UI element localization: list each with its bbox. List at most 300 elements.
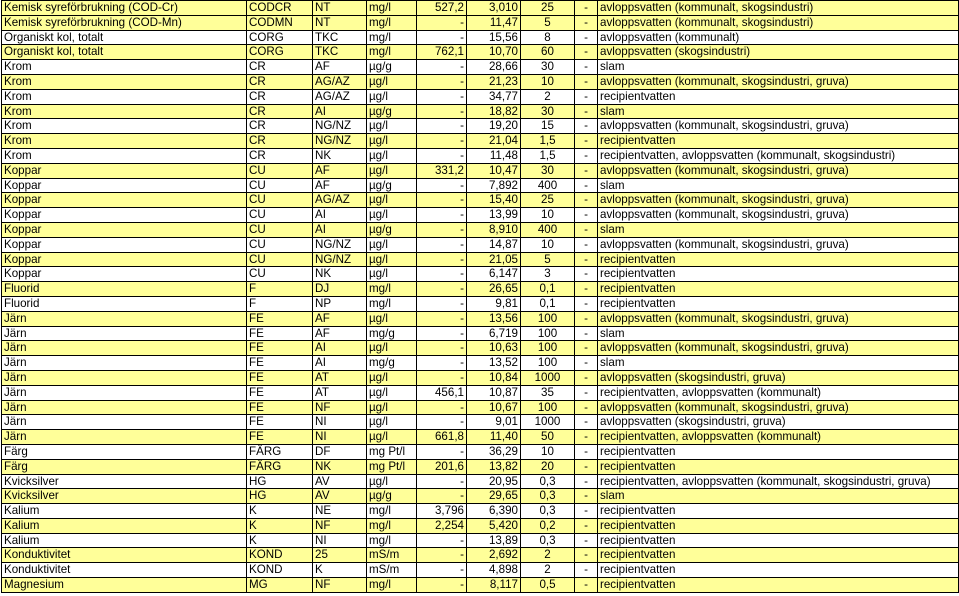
value-c-cell: 30 (521, 104, 575, 119)
value-a-cell: 2,254 (417, 518, 467, 533)
code-cell: CU (247, 267, 313, 282)
code-cell: CU (247, 178, 313, 193)
value-b-cell: 10,87 (467, 385, 521, 400)
table-row (2, 356, 959, 371)
value-a-cell: - (417, 578, 467, 593)
value-a-cell: - (417, 356, 467, 371)
code-cell: K (247, 518, 313, 533)
description-cell: recipientvatten (598, 134, 959, 149)
value-b-cell: 15,40 (467, 193, 521, 208)
description-cell: recipientvatten (598, 444, 959, 459)
method-cell: TKC (313, 45, 367, 60)
method-cell: NT (313, 15, 367, 30)
value-b-cell: 3,010 (467, 1, 521, 16)
dash-cell: - (575, 134, 598, 149)
unit-cell: µg/l (367, 430, 417, 445)
parameter-cell: Järn (2, 400, 247, 415)
unit-cell: µg/l (367, 311, 417, 326)
unit-cell: mS/m (367, 563, 417, 578)
unit-cell: µg/l (367, 267, 417, 282)
method-cell: AF (313, 60, 367, 75)
value-a-cell: 762,1 (417, 45, 467, 60)
parameter-cell: Krom (2, 74, 247, 89)
value-b-cell: 21,05 (467, 252, 521, 267)
value-a-cell: 201,6 (417, 459, 467, 474)
code-cell: CORG (247, 30, 313, 45)
code-cell: CU (247, 237, 313, 252)
value-b-cell: 4,898 (467, 563, 521, 578)
method-cell: AF (313, 311, 367, 326)
method-cell: AI (313, 356, 367, 371)
value-b-cell: 36,29 (467, 444, 521, 459)
description-cell: avloppsvatten (kommunalt, skogsindustri, gruva) (598, 119, 959, 134)
value-c-cell: 0,3 (521, 489, 575, 504)
value-a-cell: - (417, 563, 467, 578)
description-cell: recipientvatten (598, 533, 959, 548)
method-cell: NK (313, 459, 367, 474)
value-b-cell: 13,52 (467, 356, 521, 371)
method-cell: AV (313, 474, 367, 489)
table-row (2, 282, 959, 297)
code-cell: K (247, 533, 313, 548)
value-b-cell: 6,719 (467, 326, 521, 341)
value-a-cell: - (417, 104, 467, 119)
description-cell: avloppsvatten (kommunalt, skogsindustri, gruva) (598, 400, 959, 415)
description-cell: avloppsvatten (kommunalt, skogsindustri, gruva) (598, 237, 959, 252)
value-a-cell: - (417, 326, 467, 341)
value-a-cell: - (417, 60, 467, 75)
parameter-cell: Järn (2, 356, 247, 371)
value-c-cell: 0,3 (521, 474, 575, 489)
method-cell: AI (313, 341, 367, 356)
code-cell: FE (247, 430, 313, 445)
method-cell: AG/AZ (313, 89, 367, 104)
description-cell: recipientvatten (598, 89, 959, 104)
value-b-cell: 28,66 (467, 60, 521, 75)
value-c-cell: 25 (521, 1, 575, 16)
description-cell: recipientvatten (598, 296, 959, 311)
table-row (2, 444, 959, 459)
parameter-cell: Koppar (2, 267, 247, 282)
value-c-cell: 0,1 (521, 282, 575, 297)
value-a-cell: - (417, 119, 467, 134)
dash-cell: - (575, 533, 598, 548)
description-cell: avloppsvatten (skogsindustri) (598, 45, 959, 60)
table-row (2, 148, 959, 163)
value-c-cell: 100 (521, 400, 575, 415)
unit-cell: µg/l (367, 193, 417, 208)
unit-cell: µg/l (367, 163, 417, 178)
code-cell: HG (247, 489, 313, 504)
value-b-cell: 34,77 (467, 89, 521, 104)
value-c-cell: 400 (521, 222, 575, 237)
unit-cell: µg/l (367, 237, 417, 252)
value-a-cell: - (417, 370, 467, 385)
value-b-cell: 13,99 (467, 208, 521, 223)
dash-cell: - (575, 400, 598, 415)
parameter-cell: Kemisk syreförbrukning (COD-Cr) (2, 1, 247, 16)
table-row (2, 474, 959, 489)
code-cell: MG (247, 578, 313, 593)
unit-cell: mg/l (367, 45, 417, 60)
value-b-cell: 5,420 (467, 518, 521, 533)
value-a-cell: - (417, 193, 467, 208)
value-b-cell: 10,63 (467, 341, 521, 356)
table-row (2, 60, 959, 75)
value-a-cell: 3,796 (417, 504, 467, 519)
value-a-cell: - (417, 208, 467, 223)
table-row (2, 400, 959, 415)
code-cell: KOND (247, 563, 313, 578)
description-cell: recipientvatten (598, 267, 959, 282)
dash-cell: - (575, 237, 598, 252)
code-cell: FE (247, 356, 313, 371)
code-cell: FE (247, 341, 313, 356)
method-cell: NI (313, 430, 367, 445)
parameter-cell: Järn (2, 430, 247, 445)
code-cell: F (247, 282, 313, 297)
value-c-cell: 30 (521, 163, 575, 178)
parameter-cell: Krom (2, 60, 247, 75)
parameter-cell: Organiskt kol, totalt (2, 30, 247, 45)
dash-cell: - (575, 15, 598, 30)
value-c-cell: 2 (521, 548, 575, 563)
description-cell: recipientvatten (598, 548, 959, 563)
description-cell: avloppsvatten (kommunalt, skogsindustri) (598, 1, 959, 16)
description-cell: recipientvatten (598, 282, 959, 297)
unit-cell: µg/l (367, 252, 417, 267)
description-cell: recipientvatten, avloppsvatten (kommunalt) (598, 385, 959, 400)
description-cell: recipientvatten, avloppsvatten (kommunalt, skogsindustri, gruva) (598, 474, 959, 489)
value-c-cell: 15 (521, 119, 575, 134)
value-c-cell: 2 (521, 563, 575, 578)
value-c-cell: 10 (521, 74, 575, 89)
description-cell: avloppsvatten (kommunalt, skogsindustri, gruva) (598, 341, 959, 356)
table-row (2, 104, 959, 119)
value-b-cell: 11,40 (467, 430, 521, 445)
description-cell: recipientvatten (598, 518, 959, 533)
parameter-cell: Koppar (2, 252, 247, 267)
value-a-cell: - (417, 311, 467, 326)
unit-cell: mg/l (367, 504, 417, 519)
description-cell: slam (598, 356, 959, 371)
code-cell: FE (247, 415, 313, 430)
description-cell: avloppsvatten (kommunalt, skogsindustri, gruva) (598, 163, 959, 178)
dash-cell: - (575, 74, 598, 89)
table-row (2, 45, 959, 60)
method-cell: NG/NZ (313, 252, 367, 267)
value-b-cell: 20,95 (467, 474, 521, 489)
description-cell: avloppsvatten (kommunalt, skogsindustri, gruva) (598, 193, 959, 208)
dash-cell: - (575, 30, 598, 45)
value-b-cell: 13,56 (467, 311, 521, 326)
unit-cell: mS/m (367, 548, 417, 563)
table-row (2, 163, 959, 178)
value-b-cell: 13,82 (467, 459, 521, 474)
table-row (2, 533, 959, 548)
value-a-cell: 527,2 (417, 1, 467, 16)
unit-cell: mg/l (367, 30, 417, 45)
unit-cell: mg/l (367, 282, 417, 297)
value-a-cell: - (417, 252, 467, 267)
code-cell: CR (247, 104, 313, 119)
value-a-cell: - (417, 474, 467, 489)
unit-cell: µg/l (367, 474, 417, 489)
dash-cell: - (575, 1, 598, 16)
value-a-cell: - (417, 148, 467, 163)
table-row (2, 296, 959, 311)
value-b-cell: 21,23 (467, 74, 521, 89)
code-cell: CU (247, 208, 313, 223)
description-cell: avloppsvatten (skogsindustri, gruva) (598, 415, 959, 430)
value-b-cell: 10,84 (467, 370, 521, 385)
description-cell: slam (598, 326, 959, 341)
table-row (2, 252, 959, 267)
value-c-cell: 60 (521, 45, 575, 60)
dash-cell: - (575, 341, 598, 356)
value-b-cell: 10,47 (467, 163, 521, 178)
value-c-cell: 5 (521, 252, 575, 267)
dash-cell: - (575, 489, 598, 504)
description-cell: slam (598, 489, 959, 504)
table-row (2, 578, 959, 593)
value-c-cell: 2 (521, 89, 575, 104)
unit-cell: µg/g (367, 104, 417, 119)
value-a-cell: - (417, 15, 467, 30)
parameter-cell: Järn (2, 326, 247, 341)
parameter-cell: Organiskt kol, totalt (2, 45, 247, 60)
code-cell: CU (247, 222, 313, 237)
dash-cell: - (575, 356, 598, 371)
code-cell: KOND (247, 548, 313, 563)
code-cell: CR (247, 119, 313, 134)
table-row (2, 326, 959, 341)
description-cell: recipientvatten (598, 504, 959, 519)
unit-cell: µg/l (367, 134, 417, 149)
table-row (2, 548, 959, 563)
value-a-cell: 331,2 (417, 163, 467, 178)
method-cell: AT (313, 385, 367, 400)
unit-cell: µg/g (367, 489, 417, 504)
dash-cell: - (575, 474, 598, 489)
parameter-cell: Kemisk syreförbrukning (COD-Mn) (2, 15, 247, 30)
code-cell: FÄRG (247, 459, 313, 474)
dash-cell: - (575, 415, 598, 430)
unit-cell: µg/l (367, 370, 417, 385)
value-c-cell: 20 (521, 459, 575, 474)
code-cell: CORG (247, 45, 313, 60)
unit-cell: µg/l (367, 119, 417, 134)
method-cell: NK (313, 267, 367, 282)
description-cell: recipientvatten (598, 563, 959, 578)
method-cell: AG/AZ (313, 74, 367, 89)
value-b-cell: 18,82 (467, 104, 521, 119)
method-cell: AI (313, 222, 367, 237)
value-b-cell: 2,692 (467, 548, 521, 563)
code-cell: FE (247, 326, 313, 341)
table-row (2, 222, 959, 237)
method-cell: NF (313, 578, 367, 593)
value-c-cell: 10 (521, 237, 575, 252)
description-cell: avloppsvatten (kommunalt, skogsindustri, gruva) (598, 208, 959, 223)
unit-cell: mg/l (367, 533, 417, 548)
unit-cell: µg/l (367, 415, 417, 430)
table-row (2, 89, 959, 104)
unit-cell: mg/l (367, 578, 417, 593)
value-b-cell: 10,70 (467, 45, 521, 60)
value-c-cell: 1,5 (521, 148, 575, 163)
code-cell: CU (247, 163, 313, 178)
table-row (2, 311, 959, 326)
code-cell: CR (247, 89, 313, 104)
description-cell: slam (598, 104, 959, 119)
parameter-cell: Krom (2, 134, 247, 149)
description-cell: avloppsvatten (kommunalt) (598, 30, 959, 45)
dash-cell: - (575, 563, 598, 578)
method-cell: AV (313, 489, 367, 504)
unit-cell: mg/l (367, 15, 417, 30)
table-row (2, 430, 959, 445)
code-cell: CODMN (247, 15, 313, 30)
unit-cell: mg/g (367, 356, 417, 371)
method-cell: NG/NZ (313, 134, 367, 149)
description-cell: avloppsvatten (kommunalt, skogsindustri) (598, 15, 959, 30)
value-a-cell: - (417, 178, 467, 193)
dash-cell: - (575, 444, 598, 459)
description-cell: avloppsvatten (kommunalt, skogsindustri, gruva) (598, 311, 959, 326)
dash-cell: - (575, 459, 598, 474)
value-b-cell: 21,04 (467, 134, 521, 149)
table-row (2, 193, 959, 208)
code-cell: FE (247, 400, 313, 415)
value-b-cell: 8,117 (467, 578, 521, 593)
value-a-cell: - (417, 74, 467, 89)
value-c-cell: 35 (521, 385, 575, 400)
parameter-cell: Koppar (2, 222, 247, 237)
unit-cell: µg/l (367, 74, 417, 89)
value-c-cell: 10 (521, 208, 575, 223)
value-c-cell: 3 (521, 267, 575, 282)
value-a-cell: - (417, 267, 467, 282)
code-cell: FE (247, 311, 313, 326)
code-cell: F (247, 296, 313, 311)
method-cell: NG/NZ (313, 119, 367, 134)
parameter-cell: Järn (2, 341, 247, 356)
parameter-cell: Järn (2, 385, 247, 400)
value-a-cell: - (417, 444, 467, 459)
parameter-cell: Krom (2, 89, 247, 104)
parameter-cell: Magnesium (2, 578, 247, 593)
data-table (1, 0, 959, 593)
value-b-cell: 13,89 (467, 533, 521, 548)
value-c-cell: 1000 (521, 415, 575, 430)
method-cell: AG/AZ (313, 193, 367, 208)
dash-cell: - (575, 45, 598, 60)
value-c-cell: 50 (521, 430, 575, 445)
value-b-cell: 9,01 (467, 415, 521, 430)
parameter-cell: Koppar (2, 163, 247, 178)
method-cell: AI (313, 208, 367, 223)
parameter-cell: Koppar (2, 178, 247, 193)
value-a-cell: - (417, 282, 467, 297)
value-c-cell: 0,3 (521, 533, 575, 548)
value-b-cell: 6,147 (467, 267, 521, 282)
description-cell: recipientvatten (598, 459, 959, 474)
parameter-cell: Färg (2, 459, 247, 474)
dash-cell: - (575, 548, 598, 563)
value-a-cell: - (417, 134, 467, 149)
method-cell: AF (313, 178, 367, 193)
value-b-cell: 29,65 (467, 489, 521, 504)
dash-cell: - (575, 178, 598, 193)
value-a-cell: - (417, 415, 467, 430)
parameter-cell: Järn (2, 415, 247, 430)
value-c-cell: 10 (521, 444, 575, 459)
value-b-cell: 10,67 (467, 400, 521, 415)
table-row (2, 30, 959, 45)
method-cell: NI (313, 415, 367, 430)
value-c-cell: 8 (521, 30, 575, 45)
value-b-cell: 11,48 (467, 148, 521, 163)
value-b-cell: 6,390 (467, 504, 521, 519)
table-row (2, 459, 959, 474)
dash-cell: - (575, 504, 598, 519)
code-cell: CR (247, 74, 313, 89)
value-c-cell: 30 (521, 60, 575, 75)
description-cell: slam (598, 222, 959, 237)
method-cell: NF (313, 518, 367, 533)
unit-cell: µg/l (367, 89, 417, 104)
value-a-cell: - (417, 296, 467, 311)
table-row (2, 563, 959, 578)
value-b-cell: 14,87 (467, 237, 521, 252)
value-b-cell: 19,20 (467, 119, 521, 134)
parameter-cell: Koppar (2, 208, 247, 223)
code-cell: FE (247, 385, 313, 400)
code-cell: CR (247, 134, 313, 149)
dash-cell: - (575, 370, 598, 385)
unit-cell: µg/g (367, 222, 417, 237)
value-b-cell: 11,47 (467, 15, 521, 30)
value-c-cell: 5 (521, 15, 575, 30)
table-row (2, 518, 959, 533)
unit-cell: mg Pt/l (367, 444, 417, 459)
value-b-cell: 7,892 (467, 178, 521, 193)
dash-cell: - (575, 222, 598, 237)
value-c-cell: 0,2 (521, 518, 575, 533)
parameter-cell: Konduktivitet (2, 548, 247, 563)
method-cell: NI (313, 533, 367, 548)
dash-cell: - (575, 148, 598, 163)
dash-cell: - (575, 163, 598, 178)
code-cell: FÄRG (247, 444, 313, 459)
description-cell: slam (598, 178, 959, 193)
table-row (2, 267, 959, 282)
method-cell: 25 (313, 548, 367, 563)
dash-cell: - (575, 193, 598, 208)
value-a-cell: - (417, 533, 467, 548)
value-c-cell: 0,1 (521, 296, 575, 311)
table-row (2, 489, 959, 504)
method-cell: TKC (313, 30, 367, 45)
method-cell: NG/NZ (313, 237, 367, 252)
dash-cell: - (575, 518, 598, 533)
code-cell: CR (247, 60, 313, 75)
value-c-cell: 0,3 (521, 504, 575, 519)
dash-cell: - (575, 326, 598, 341)
method-cell: AI (313, 104, 367, 119)
value-a-cell: - (417, 89, 467, 104)
